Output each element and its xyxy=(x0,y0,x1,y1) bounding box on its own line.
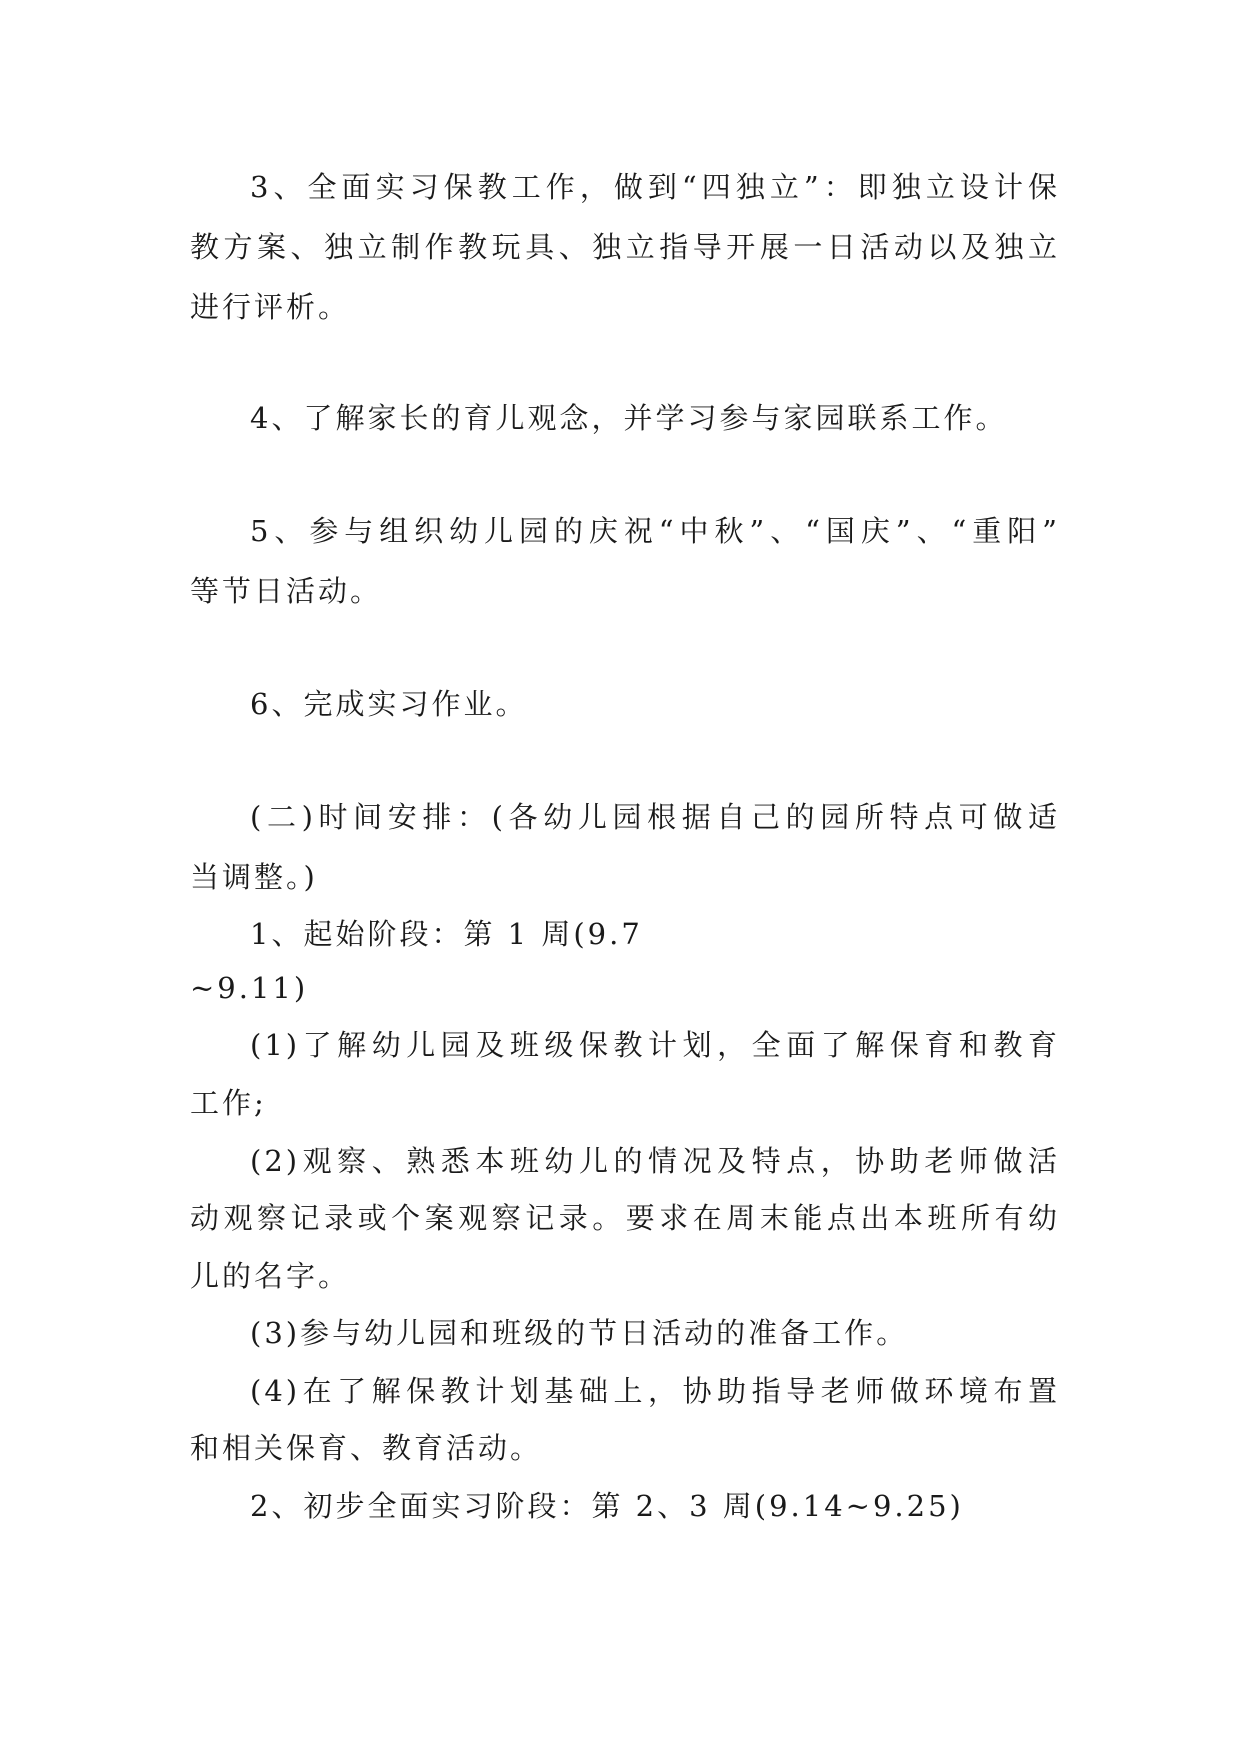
paragraph-line: (4)在了解保教计划基础上，协助指导老师做环境布置 xyxy=(250,1374,1060,1408)
paragraph-line: ~9.11) xyxy=(190,971,309,1005)
paragraph-line: 动观察记录或个案观察记录。要求在周末能点出本班所有幼 xyxy=(190,1201,1060,1235)
paragraph-line: 工作; xyxy=(190,1086,267,1120)
paragraph-line: 5、参与组织幼儿园的庆祝“中秋”、“国庆”、“重阳” xyxy=(250,514,1060,548)
paragraph-line: 1、起始阶段：第 1 周(9.7 xyxy=(250,917,643,951)
paragraph-line: 教方案、独立制作教玩具、独立指导开展一日活动以及独立 xyxy=(190,230,1060,264)
paragraph-line: 和相关保育、教育活动。 xyxy=(190,1431,543,1465)
paragraph-line: 等节日活动。 xyxy=(190,574,383,608)
paragraph-line: (1)了解幼儿园及班级保教计划，全面了解保育和教育 xyxy=(250,1028,1060,1062)
paragraph-line: 儿的名字。 xyxy=(190,1259,351,1293)
paragraph-line: 当调整。) xyxy=(190,860,318,894)
paragraph-line: 4、了解家长的育儿观念，并学习参与家园联系工作。 xyxy=(250,401,1008,435)
paragraph-line: 进行评析。 xyxy=(190,290,351,324)
paragraph-line: 6、完成实习作业。 xyxy=(250,687,528,721)
paragraph-line: 3、全面实习保教工作，做到“四独立”：即独立设计保 xyxy=(250,170,1060,204)
paragraph-line: 2、初步全面实习阶段：第 2、3 周(9.14~9.25) xyxy=(250,1489,964,1523)
paragraph-line: (2)观察、熟悉本班幼儿的情况及特点，协助老师做活 xyxy=(250,1144,1060,1178)
paragraph-line: (二)时间安排：(各幼儿园根据自己的园所特点可做适 xyxy=(250,800,1060,834)
paragraph-line: (3)参与幼儿园和班级的节日活动的准备工作。 xyxy=(250,1316,909,1350)
